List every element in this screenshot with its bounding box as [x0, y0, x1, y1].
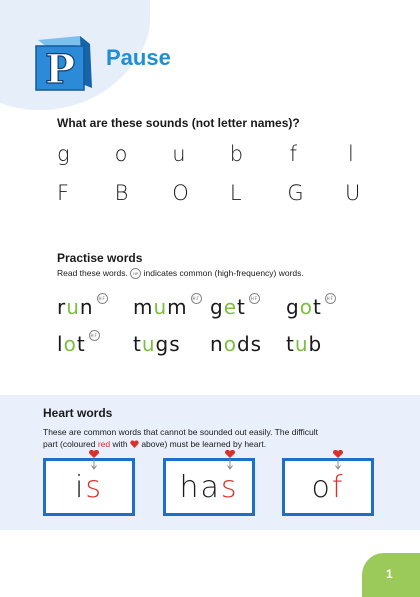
sound-letter: g [57, 142, 70, 166]
logo-letter: P [44, 46, 76, 93]
sound-letter: L [229, 181, 242, 205]
sound-letter: B [114, 181, 129, 205]
hf-badge-icon: HF [249, 293, 260, 304]
heart-description [43, 426, 383, 450]
hf-badge-icon: HF [130, 268, 141, 279]
hf-badge-icon: HF [89, 330, 100, 341]
practise-intro [57, 268, 304, 279]
sound-letter: f [289, 142, 298, 166]
letter-block-logo [30, 30, 96, 96]
heart-arrow-icon [224, 450, 236, 470]
sound-letter: b [229, 142, 244, 166]
page-title: Pause [106, 45, 171, 70]
sounds-row-lowercase [57, 142, 357, 166]
heart-word-card [43, 458, 135, 516]
sound-letter: U [344, 181, 361, 205]
practise-word: nods [210, 332, 263, 356]
heart-word: i s [46, 470, 132, 505]
practise-word: get HF [210, 295, 259, 319]
hf-badge-icon: HF [325, 293, 336, 304]
heart-heading: Heart words [43, 406, 113, 420]
heart-word-card [282, 458, 374, 516]
sound-letter: G [287, 181, 304, 205]
heart-arrow-icon [332, 450, 344, 470]
heart-word-card [163, 458, 255, 516]
hf-badge-icon: HF [191, 293, 202, 304]
sounds-row-uppercase [57, 181, 361, 205]
practise-word: lot HF [57, 332, 98, 356]
sound-letter: u [172, 142, 186, 166]
sound-letter: F [57, 181, 70, 205]
sounds-heading: What are these sounds (not letter names)? [57, 116, 300, 130]
practise-word: tugs [133, 332, 181, 356]
intro-text: Read these words. [57, 268, 128, 278]
practise-heading: Practise words [57, 251, 143, 265]
intro-text: indicates common (high-frequency) words. [143, 268, 304, 278]
page-number: 1 [386, 567, 393, 581]
heart-text: above) must be learned by heart. [138, 439, 267, 449]
sound-letter: O [172, 181, 189, 205]
heart-text: These are common words that cannot be sounded out easily. The difficult [43, 427, 318, 437]
tricky-letter: s [85, 470, 103, 505]
heart-text-red: red [97, 439, 111, 449]
practise-word: tub [286, 332, 323, 356]
hf-badge-icon: HF [97, 293, 108, 304]
sound-letter: o [114, 142, 128, 166]
tricky-letter: f [332, 470, 345, 505]
practise-word: run HF [57, 295, 106, 319]
sound-letter: l [348, 142, 354, 166]
heart-word: ha s [166, 470, 252, 505]
heart-text: part (coloured [43, 439, 98, 449]
practise-word: got HF [286, 295, 334, 319]
practise-word: mum HF [133, 295, 200, 319]
heart-text: with [110, 439, 130, 449]
tricky-letter: s [221, 470, 239, 505]
heart-word: o f [285, 470, 371, 505]
heart-icon [130, 440, 139, 448]
heart-arrow-icon [88, 450, 100, 470]
